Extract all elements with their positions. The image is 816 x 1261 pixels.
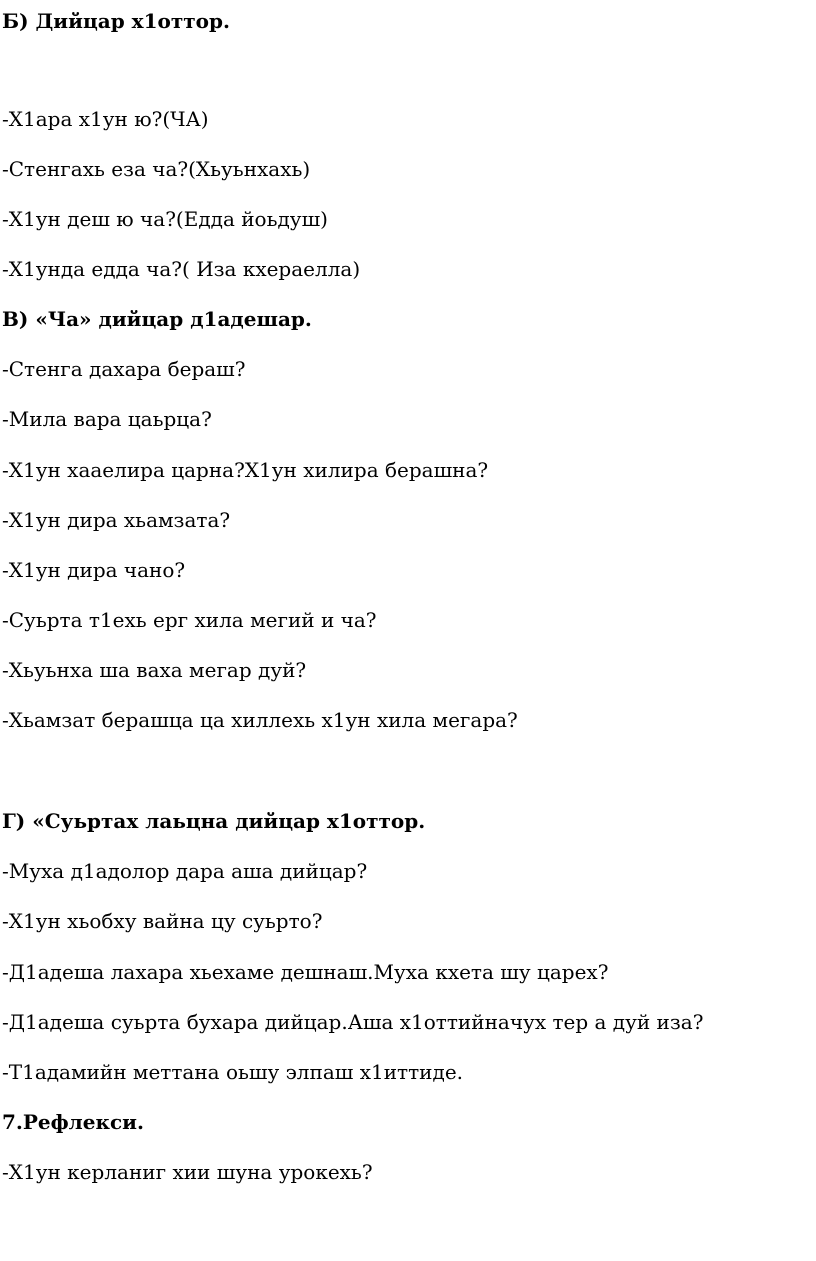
question-line: -Д1адеша лахара хьехаме дешнаш.Муха кхета шу царех? — [2, 960, 609, 984]
question-line: -Хьуьнха ша ваха мегар дуй? — [2, 658, 307, 682]
question-line: -Мила вара цаьрца? — [2, 407, 212, 431]
question-line: -Х1ун хьобху вайна цу суьрто? — [2, 909, 323, 933]
question-line: -Суьрта т1ехь ерг хила мегий и ча? — [2, 608, 377, 632]
question-line: -Х1ун деш ю ча?(Едда йоьдуш) — [2, 207, 328, 231]
heading-b: Б) Дийцар х1оттор. — [2, 9, 230, 33]
question-line: -Стенга дахара бераш? — [2, 357, 246, 381]
question-line: -Т1адамийн меттана оьшу элпаш х1иттиде. — [2, 1060, 464, 1084]
heading-reflexion: 7.Рефлекси. — [2, 1110, 144, 1134]
heading-g: Г) «Суьртах лаьцна дийцар х1оттор. — [2, 809, 426, 833]
question-line: -Стенгахь еза ча?(Хьуьнхахь) — [2, 157, 311, 181]
question-line: -Х1ун дира хьамзата? — [2, 508, 231, 532]
question-line: -Х1ун керланиг хии шуна урокехь? — [2, 1160, 373, 1184]
question-line: -Хьамзат берашца ца хиллехь х1ун хила мегара? — [2, 708, 518, 732]
heading-v: В) «Ча» дийцар д1адешар. — [2, 307, 312, 331]
question-line: -Х1ун дира чано? — [2, 558, 186, 582]
question-line: -Х1ун хааелира царна?Х1ун хилира берашна? — [2, 458, 489, 482]
question-line: -Х1ара х1ун ю?(ЧА) — [2, 107, 209, 131]
question-line: -Муха д1адолор дара аша дийцар? — [2, 859, 368, 883]
question-line: -Д1адеша суьрта бухара дийцар.Аша х1оттийначух тер а дуй иза? — [2, 1010, 704, 1034]
question-line: -Х1унда едда ча?( Иза кхераелла) — [2, 257, 361, 281]
